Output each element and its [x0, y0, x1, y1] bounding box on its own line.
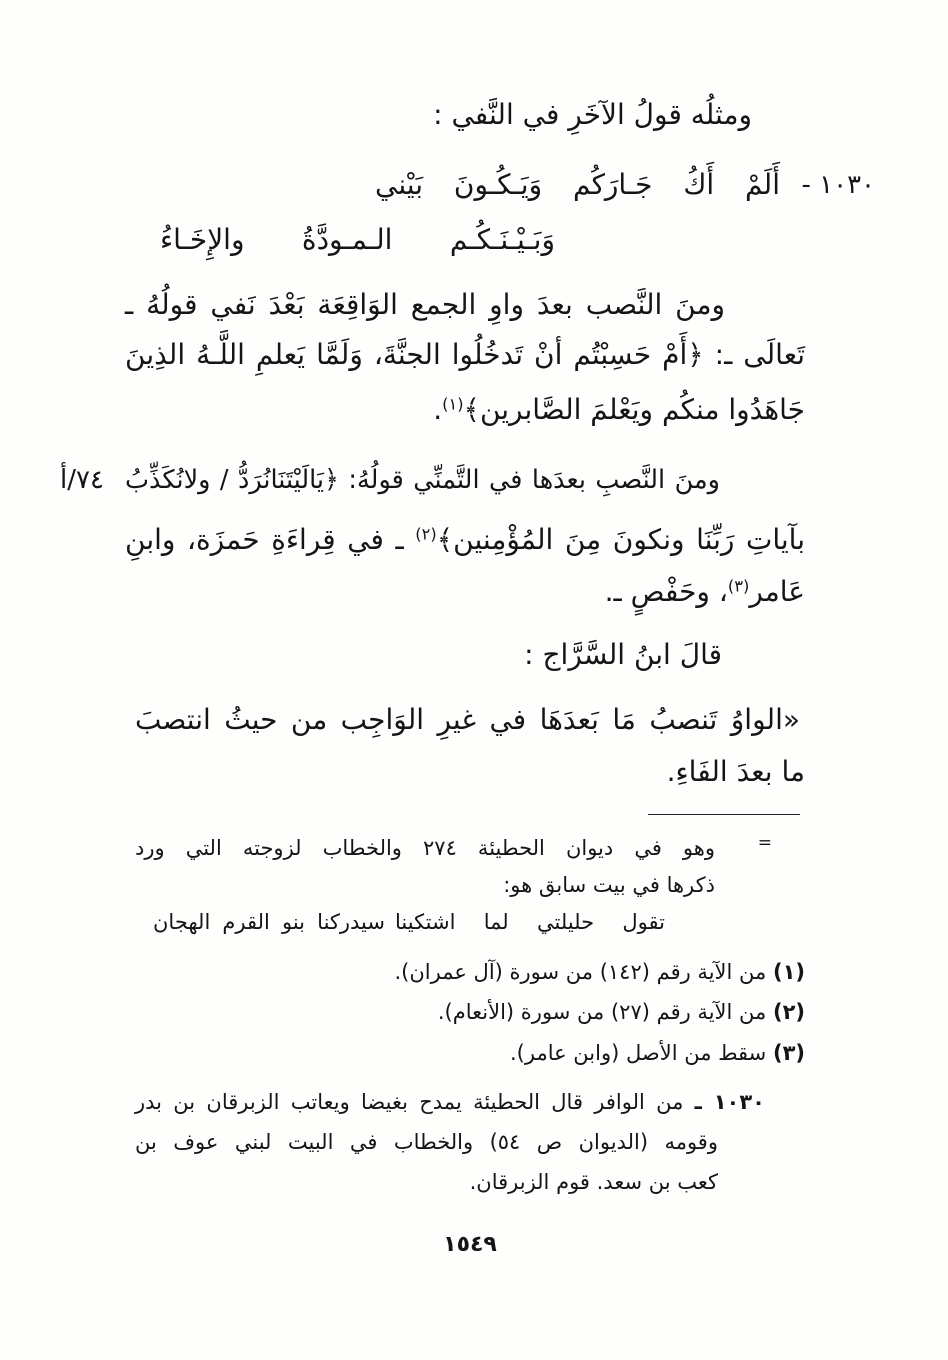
footnote-text: من الآية رقم (٢٧) من سورة (الأنعام). [437, 1000, 767, 1024]
quote-line-2: ما بعدَ الفَاءِ. [666, 755, 805, 788]
intro-line: ومثلُه قولُ الآخَرِ في النَّفي : [433, 98, 752, 131]
verse-note-line-1 [135, 1085, 765, 1119]
text-segment: . [433, 393, 443, 426]
paragraph-3-line-3 [125, 570, 805, 614]
footnote-ref-2: (٢) [415, 524, 437, 544]
paragraph-3-line-1: ومنَ النَّصبِ بعدَها في التَّمنِّي قولُهُ: ﴿يَالَيْتَنَانُرَدُّ / ولانُكَذِّبُ [125, 465, 720, 495]
verse-second-hemistich: وَبَـيْـنَـكُـم الـمـودَّةُ والإِخَـاءُ [160, 223, 555, 256]
footnote-1 [125, 955, 805, 989]
page-number: ١٥٤٩ [443, 1232, 497, 1257]
verse-note-line-2: وقومه (الديوان ص ٥٤) والخطاب في البيت لبني عوف بن [135, 1130, 718, 1154]
footnote-text: من الآية رقم (١٤٢) من سورة (آل عمران). [394, 960, 767, 984]
footnote-text: سقط من الأصل (وابن عامر). [510, 1041, 767, 1065]
footnote-marker: (٢) [772, 1000, 805, 1024]
quote-line-1: «الواوُ تَنصبُ مَا بَعدَهَا في غيرِ الوَاجِب من حيثُ انتصبَ [135, 703, 800, 736]
text-segment: ، وحَفْصٍ ـ. [604, 575, 728, 608]
footnote-text: من الوافر قال الحطيئة يمدح بغيضا ويعاتب الزبرقان بن بدر [135, 1090, 684, 1114]
text-segment: ـ في قِراءَةِ حَمزَة، وابنِ [125, 523, 416, 556]
margin-folio-reference: ٧٤/أ [60, 465, 104, 495]
text-segment: جَاهَدُوا منكُم ويَعْلمَ الصَّابرين﴾ [463, 393, 805, 426]
footnote-ref-3: (٣) [727, 576, 750, 596]
footnote-separator [648, 814, 800, 815]
footnote-marker: (١) [772, 960, 805, 984]
continuation-mark: = [757, 833, 772, 853]
footnote-3 [125, 1036, 805, 1070]
verse-note-marker: ١٠٣٠ ـ [694, 1090, 765, 1114]
footnote-continuation-line-1: وهو في ديوان الحطيئة ٢٧٤ والخطاب لزوجته التي ورد [135, 836, 715, 860]
text-segment: عَامر [749, 575, 805, 608]
verse-number: ١٠٣٠ - [801, 170, 875, 200]
paragraph-2-line-3 [125, 388, 805, 432]
paragraph-3-line-2 [125, 518, 805, 562]
footnote-continuation-line-2: ذكرها في بيت سابق هو: [503, 873, 715, 897]
text-segment: بآياتِ رَبِّنَا ونكونَ مِنَ المُؤْمِنين﴾ [436, 523, 806, 556]
footnote-marker: (٣) [772, 1041, 805, 1065]
footnote-2 [125, 995, 805, 1029]
paragraph-2-line-1: ومنَ النَّصب بعدَ واوِ الجمع الوَاقِعَة بَعْدَ نَفي قولُهُ ـ [125, 288, 725, 321]
footnote-verse-first-hemistich: تقول حليلتي لما اشتكينا [395, 910, 665, 934]
quote-intro: قالَ ابنُ السَّرَّاج : [524, 638, 722, 671]
footnote-ref-1: (١) [442, 394, 464, 414]
paragraph-2-line-2: تَعالَى ـ: ﴿أَمْ حَسِبْتُم أنْ تَدخُلُوا الجنَّةَ، وَلَمَّا يَعلمِ اللَّـهُ الذِينَ [125, 338, 805, 371]
footnote-verse-second-hemistich: سيدركنا بنو القرم الهجان [153, 910, 385, 934]
verse-note-line-3: كعب بن سعد. قوم الزبرقان. [469, 1170, 718, 1194]
verse-first-hemistich: أَلَمْ أَكُ جَـارَكُم وَيَـكُـونَ بَيْني [375, 168, 780, 201]
